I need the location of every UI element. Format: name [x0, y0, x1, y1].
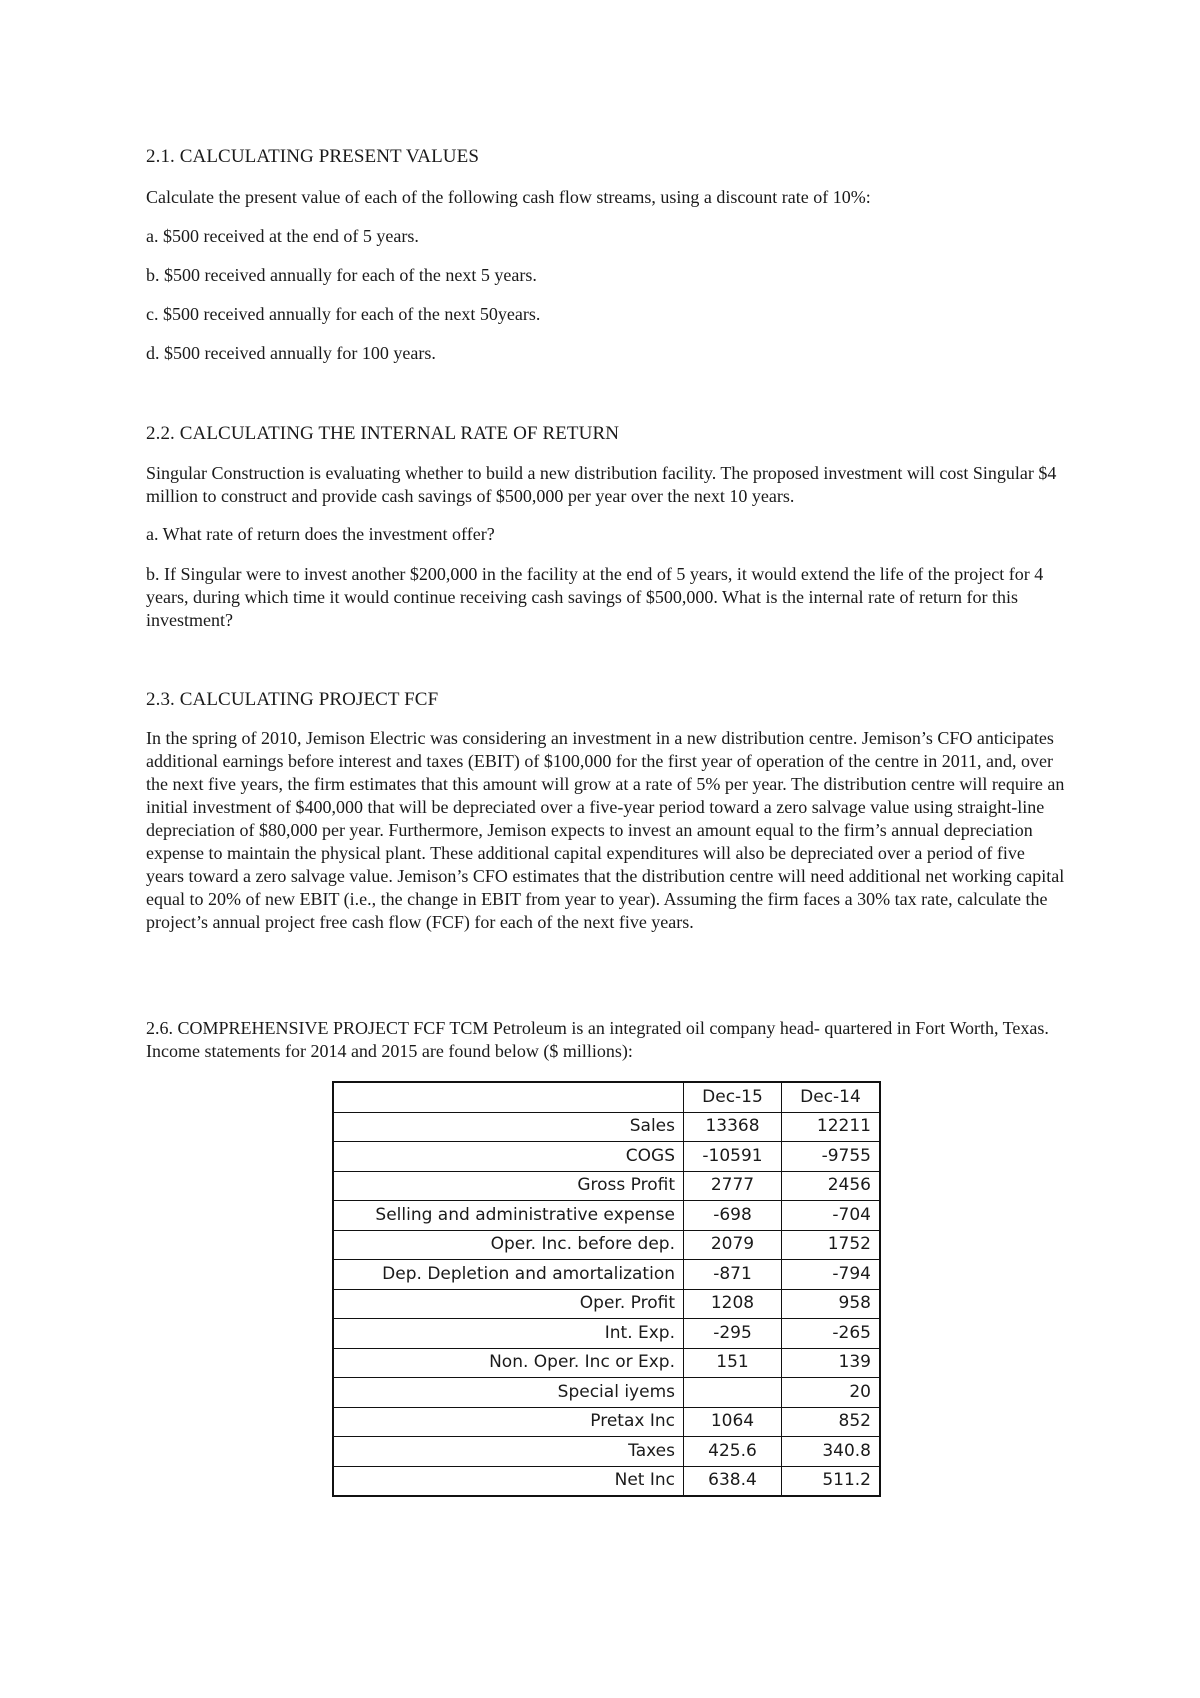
- value-dec14: 12211: [782, 1112, 881, 1142]
- value-dec14: 852: [782, 1407, 881, 1437]
- row-label: Special iyems: [333, 1378, 684, 1408]
- value-dec14: -704: [782, 1201, 881, 1231]
- section-2-3-body: In the spring of 2010, Jemison Electric was considering an investment in a new distribution centre. Jemison’s CFO anticipates additional earnings before interest and taxes (EBIT) of $100,000 for the first year of operation of the centre in 2011, and, over the next five years, the firm estimates that this amount will grow at a rate of 5% per year. The distribution centre will require an initial investment of $400,000 that will be depreciated over a five-year period toward a zero salvage value using straight-line depreciation of $80,000 per year. Furthermore, Jemison expects to invest an amount equal to the firm’s annual depreciation expense to maintain the physical plant. These additional capital expenditures will also be depreciated over a period of five years toward a zero salvage value. Jemison’s CFO estimates that the distribution centre will need additional net working capital equal to 20% of new EBIT (i.e., the change in EBIT from year to year). Assuming the firm faces a 30% tax rate, calculate the project’s annual project free cash flow (FCF) for each of the next five years.: [146, 728, 1065, 932]
- row-label: Dep. Depletion and amortalization: [333, 1260, 684, 1290]
- section-2-2-item-a: a. What rate of return does the investment offer?: [146, 524, 495, 544]
- table-row: [333, 1348, 880, 1378]
- value-dec14: -265: [782, 1319, 881, 1349]
- section-2-2-item-b: b. If Singular were to invest another $200,000 in the facility at the end of 5 years, it would extend the life of the project for 4 years, during which time it would continue receiving cash savings of $500,000. What is the internal rate of return for this investment?: [146, 564, 1044, 630]
- section-2-2-heading: 2.2. CALCULATING THE INTERNAL RATE OF RETURN: [146, 423, 620, 444]
- table-header-cell: Dec-15: [684, 1082, 782, 1112]
- row-label: Int. Exp.: [333, 1319, 684, 1349]
- value-dec15: 2079: [684, 1230, 782, 1260]
- value-dec14: 139: [782, 1348, 881, 1378]
- section-2-1-item-c: c. $500 received annually for each of the next 50years.: [146, 304, 541, 324]
- table-row: [333, 1171, 880, 1201]
- table-row: [333, 1260, 880, 1290]
- row-label: Gross Profit: [333, 1171, 684, 1201]
- row-label: COGS: [333, 1142, 684, 1172]
- table-row: [333, 1378, 880, 1408]
- value-dec15: 1208: [684, 1289, 782, 1319]
- section-2-3-heading: 2.3. CALCULATING PROJECT FCF: [146, 689, 439, 710]
- table-row: [333, 1466, 880, 1496]
- table-header-cell: Dec-14: [782, 1082, 881, 1112]
- value-dec14: -794: [782, 1260, 881, 1290]
- section-2-2-body: Singular Construction is evaluating whether to build a new distribution facility. The proposed investment will cost Singular $4 million to construct and provide cash savings of $500,000 per year over the next 10 years.: [146, 463, 1057, 506]
- value-dec14: 1752: [782, 1230, 881, 1260]
- value-dec15: 13368: [684, 1112, 782, 1142]
- section-2-1-intro: Calculate the present value of each of the following cash flow streams, using a discount rate of 10%:: [146, 187, 871, 207]
- row-label: Selling and administrative expense: [333, 1201, 684, 1231]
- table-row: [333, 1289, 880, 1319]
- value-dec14: 20: [782, 1378, 881, 1408]
- row-label: Net Inc: [333, 1466, 684, 1496]
- section-2-1-item-a: a. $500 received at the end of 5 years.: [146, 226, 419, 246]
- value-dec14: 958: [782, 1289, 881, 1319]
- value-dec15: -295: [684, 1319, 782, 1349]
- table-row: [333, 1319, 880, 1349]
- value-dec15: -10591: [684, 1142, 782, 1172]
- value-dec14: 511.2: [782, 1466, 881, 1496]
- row-label: Taxes: [333, 1437, 684, 1467]
- row-label: Non. Oper. Inc or Exp.: [333, 1348, 684, 1378]
- value-dec14: -9755: [782, 1142, 881, 1172]
- table-header-row: [333, 1082, 880, 1112]
- value-dec15: -871: [684, 1260, 782, 1290]
- section-2-1-heading: 2.1. CALCULATING PRESENT VALUES: [146, 146, 479, 167]
- value-dec15: 2777: [684, 1171, 782, 1201]
- table-row: [333, 1437, 880, 1467]
- section-2-1-item-b: b. $500 received annually for each of the next 5 years.: [146, 265, 537, 285]
- row-label: Oper. Inc. before dep.: [333, 1230, 684, 1260]
- value-dec14: 2456: [782, 1171, 881, 1201]
- table-row: [333, 1142, 880, 1172]
- value-dec15: 151: [684, 1348, 782, 1378]
- value-dec15: -698: [684, 1201, 782, 1231]
- table-header-cell: [333, 1082, 684, 1112]
- value-dec14: 340.8: [782, 1437, 881, 1467]
- row-label: Oper. Profit: [333, 1289, 684, 1319]
- section-2-6-body: 2.6. COMPREHENSIVE PROJECT FCF TCM Petroleum is an integrated oil company head- quartered in Fort Worth, Texas. Income statements for 2014 and 2015 are found below ($ millions):: [146, 1018, 1049, 1061]
- value-dec15: [684, 1378, 782, 1408]
- section-2-1-item-d: d. $500 received annually for 100 years.: [146, 343, 436, 363]
- value-dec15: 1064: [684, 1407, 782, 1437]
- table-row: [333, 1230, 880, 1260]
- row-label: Pretax Inc: [333, 1407, 684, 1437]
- value-dec15: 425.6: [684, 1437, 782, 1467]
- table-row: [333, 1201, 880, 1231]
- table-row: [333, 1407, 880, 1437]
- table-row: [333, 1112, 880, 1142]
- row-label: Sales: [333, 1112, 684, 1142]
- value-dec15: 638.4: [684, 1466, 782, 1496]
- income-statement-table: [332, 1081, 881, 1497]
